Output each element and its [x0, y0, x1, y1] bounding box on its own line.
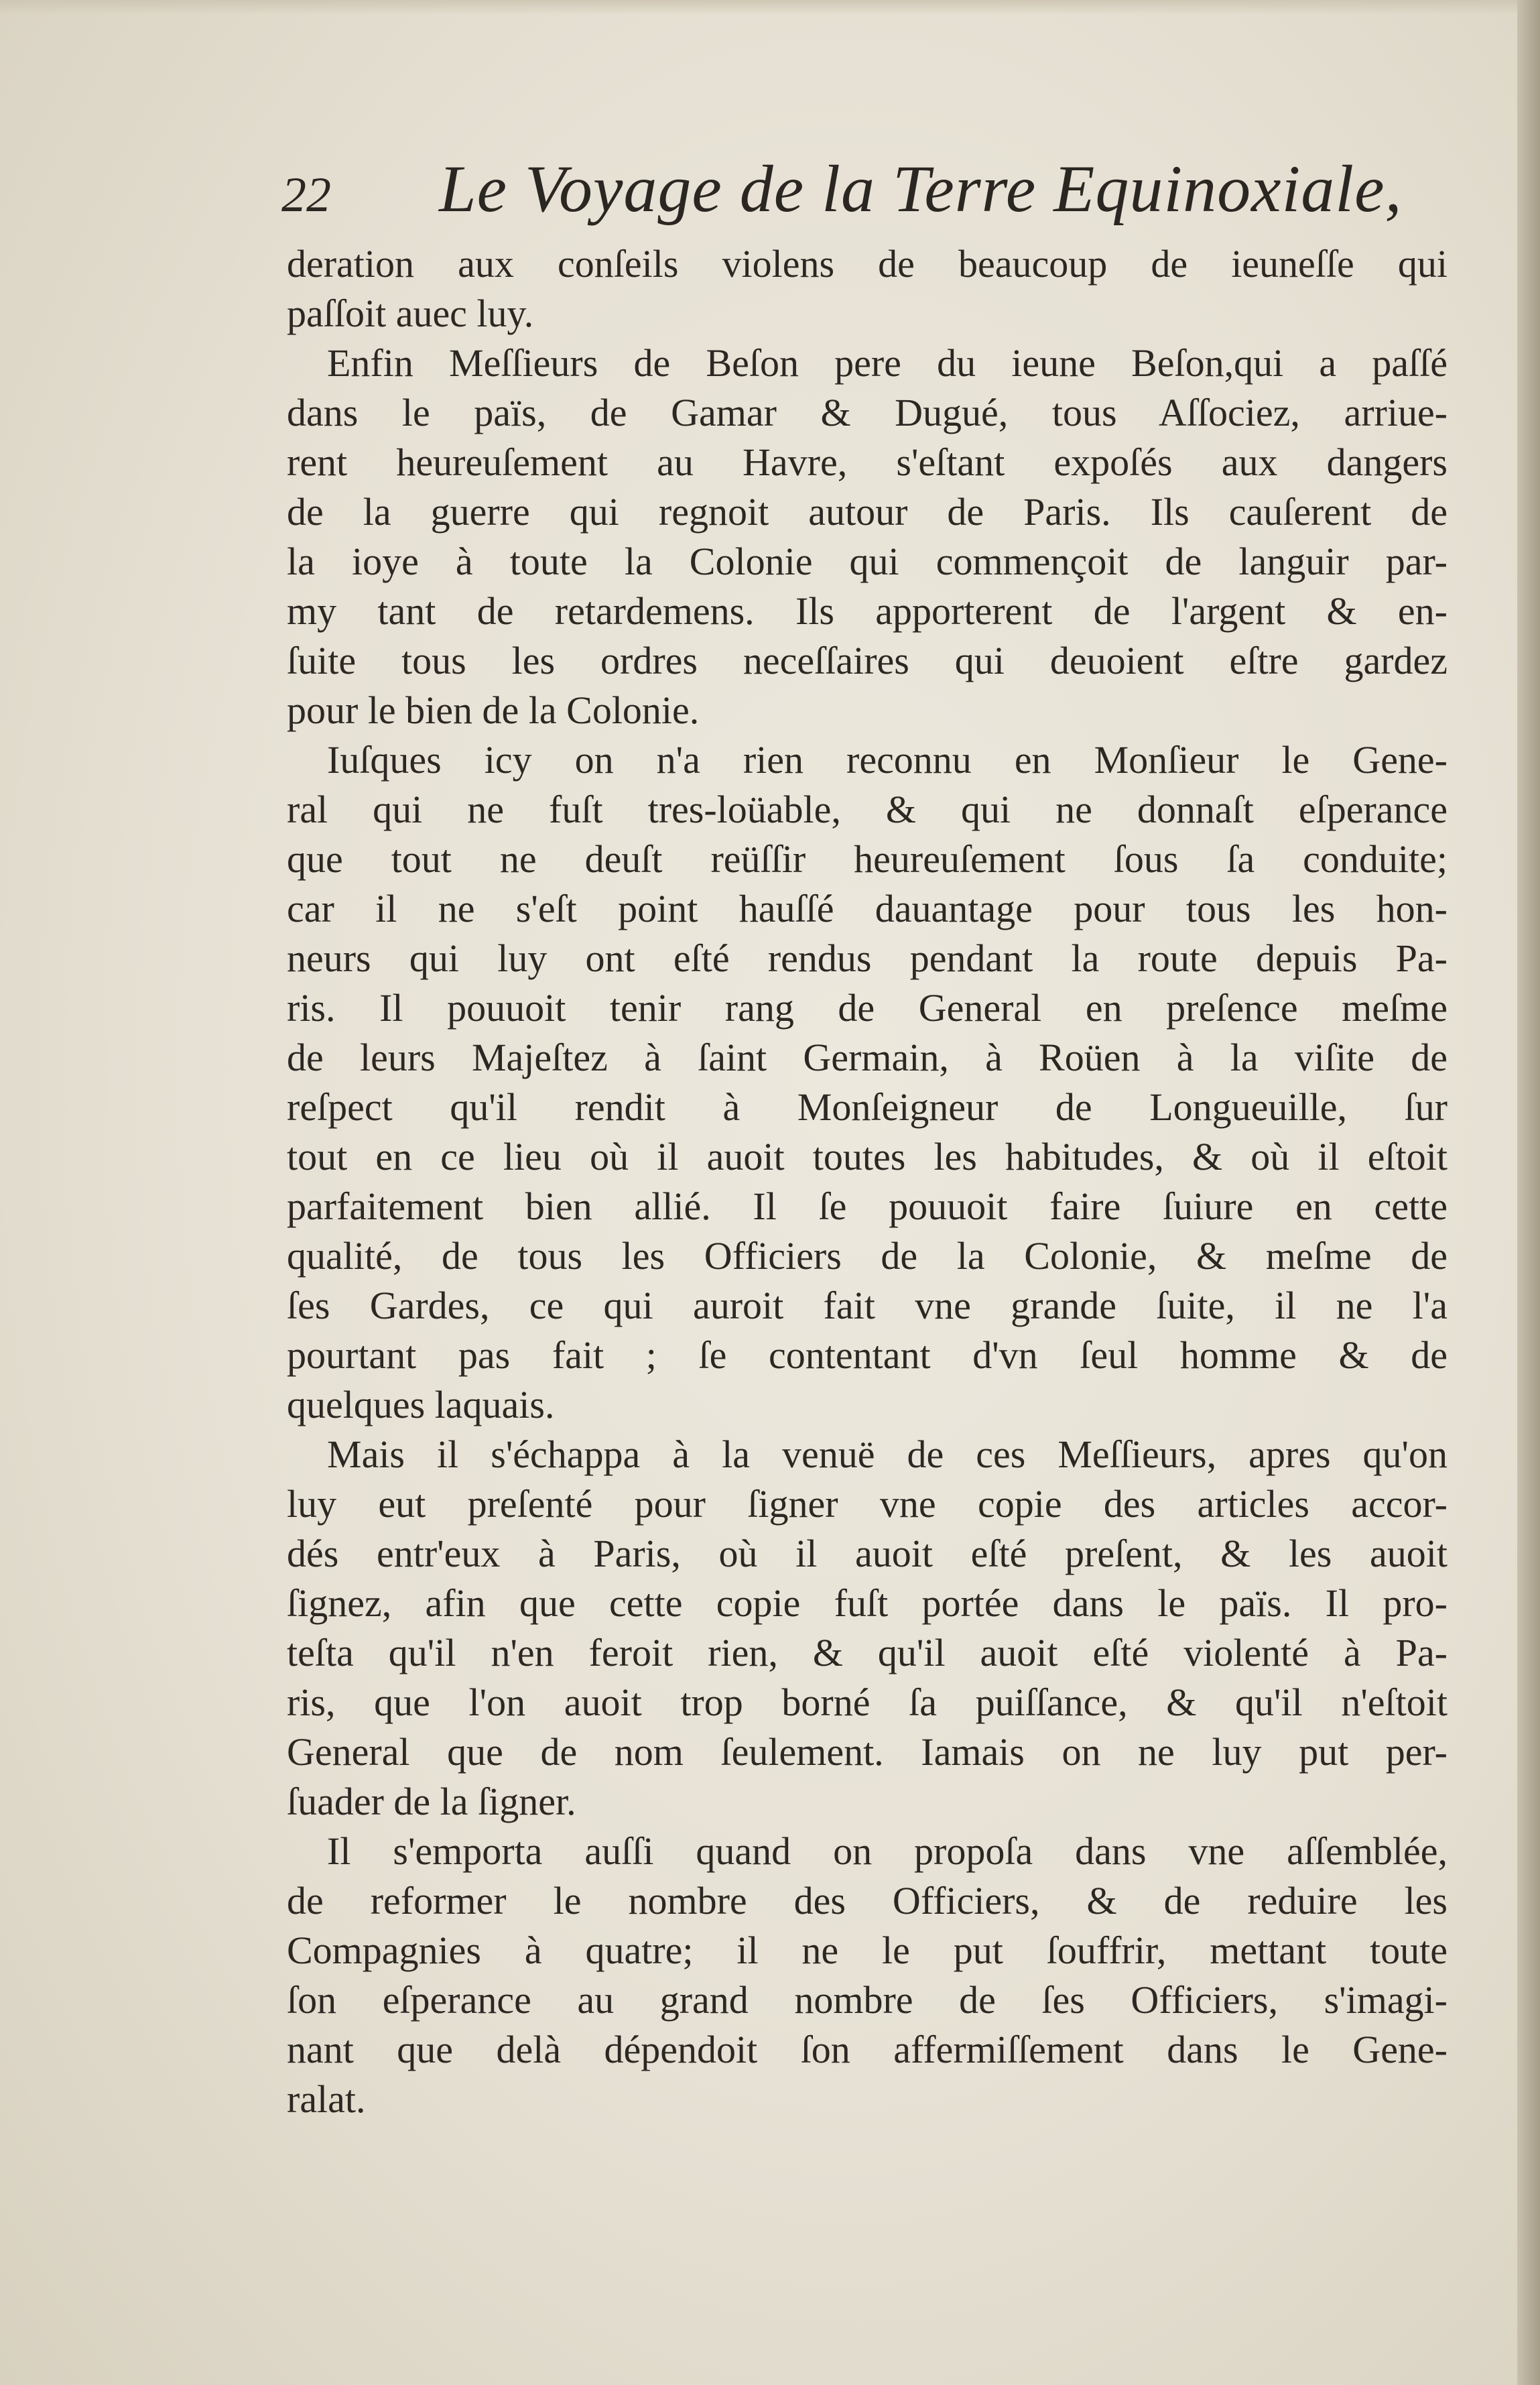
text-line: ſon eſperance au grand nombre de ſes Officiers, s'imagi- [287, 1978, 1448, 2022]
text-line: de la guerre qui regnoit autour de Paris. Ils cauſerent de [287, 490, 1448, 534]
text-line: pourtant pas fait ; ſe contentant d'vn ſeul homme & de [287, 1333, 1448, 1377]
text-line: qualité, de tous les Officiers de la Colonie, & meſme de [287, 1234, 1448, 1278]
text-line: de leurs Majeſtez à ſaint Germain, à Roüen à la viſite de [287, 1036, 1448, 1079]
text-line: nant que delà dépendoit ſon affermiſſement dans le Gene- [287, 2028, 1448, 2071]
text-line: ral qui ne fuſt tres-loüable, & qui ne donnaſt eſperance [287, 788, 1448, 831]
text-line: deration aux conſeils violens de beaucoup de ieuneſſe qui [287, 242, 1448, 286]
text-line: de reformer le nombre des Officiers, & de reduire les [287, 1879, 1448, 1922]
running-title: Le Voyage de la Terre Equinoxiale, [439, 151, 1403, 226]
text-line: que tout ne deuſt reüſſir heureuſement ſous ſa conduite; [287, 837, 1448, 881]
text-line: dés entr'eux à Paris, où il auoit eſté preſent, & les auoit [287, 1532, 1448, 1575]
text-line: Iuſques icy on n'a rien reconnu en Monſieur le Gene- [327, 738, 1448, 782]
text-line: ris, que l'on auoit trop borné ſa puiſſance, & qu'il n'eſtoit [287, 1680, 1448, 1724]
page-number: 22 [281, 168, 331, 223]
text-line: Compagnies à quatre; il ne le put ſouffrir, mettant toute [287, 1929, 1448, 1972]
text-line: dans le païs, de Gamar & Dugué, tous Aſſociez, arriue- [287, 391, 1448, 434]
text-line: quelques laquais. [287, 1383, 555, 1426]
text-line: ralat. [287, 2077, 366, 2121]
text-line: Mais il s'échappa à la venuë de ces Meſſieurs, apres qu'on [327, 1432, 1448, 1476]
text-line: luy eut preſenté pour ſigner vne copie des articles accor- [287, 1482, 1448, 1526]
body-text [287, 239, 1448, 2124]
text-line: ris. Il pouuoit tenir rang de General en preſence meſme [287, 986, 1448, 1030]
text-line: reſpect qu'il rendit à Monſeigneur de Longueuille, ſur [287, 1085, 1448, 1129]
text-line: rent heureuſement au Havre, s'eſtant expoſés aux dangers [287, 440, 1448, 484]
text-line: neurs qui luy ont eſté rendus pendant la route depuis Pa- [287, 936, 1448, 980]
text-line: teſta qu'il n'en feroit rien, & qu'il auoit eſté violenté à Pa- [287, 1631, 1448, 1674]
text-line: ſignez, afin que cette copie fuſt portée dans le païs. Il pro- [287, 1581, 1448, 1625]
text-line: parfaitement bien allié. Il ſe pouuoit faire ſuiure en cette [287, 1184, 1448, 1228]
page-top-shadow [0, 0, 1540, 15]
text-line: paſſoit auec luy. [287, 292, 534, 335]
text-line: pour le bien de la Colonie. [287, 688, 700, 732]
page-edge-shadow [1517, 0, 1540, 2385]
page-header [281, 151, 1403, 236]
text-line: ſuader de la ſigner. [287, 1780, 576, 1823]
text-line: tout en ce lieu où il auoit toutes les habitudes, & où il eſtoit [287, 1135, 1448, 1178]
text-line: car il ne s'eſt point hauſſé dauantage pour tous les hon- [287, 887, 1448, 930]
text-line: General que de nom ſeulement. Iamais on ne luy put per- [287, 1730, 1448, 1774]
text-line: ſes Gardes, ce qui auroit fait vne grande ſuite, il ne l'a [287, 1284, 1448, 1327]
text-line: Il s'emporta auſſi quand on propoſa dans vne aſſemblée, [327, 1829, 1448, 1873]
text-line: ſuite tous les ordres neceſſaires qui deuoient eſtre gardez [287, 639, 1448, 682]
text-line: Enfin Meſſieurs de Beſon pere du ieune Beſon,qui a paſſé [327, 341, 1448, 385]
text-line: my tant de retardemens. Ils apporterent de l'argent & en- [287, 589, 1448, 633]
text-line: la ioye à toute la Colonie qui commençoit de languir par- [287, 540, 1448, 583]
